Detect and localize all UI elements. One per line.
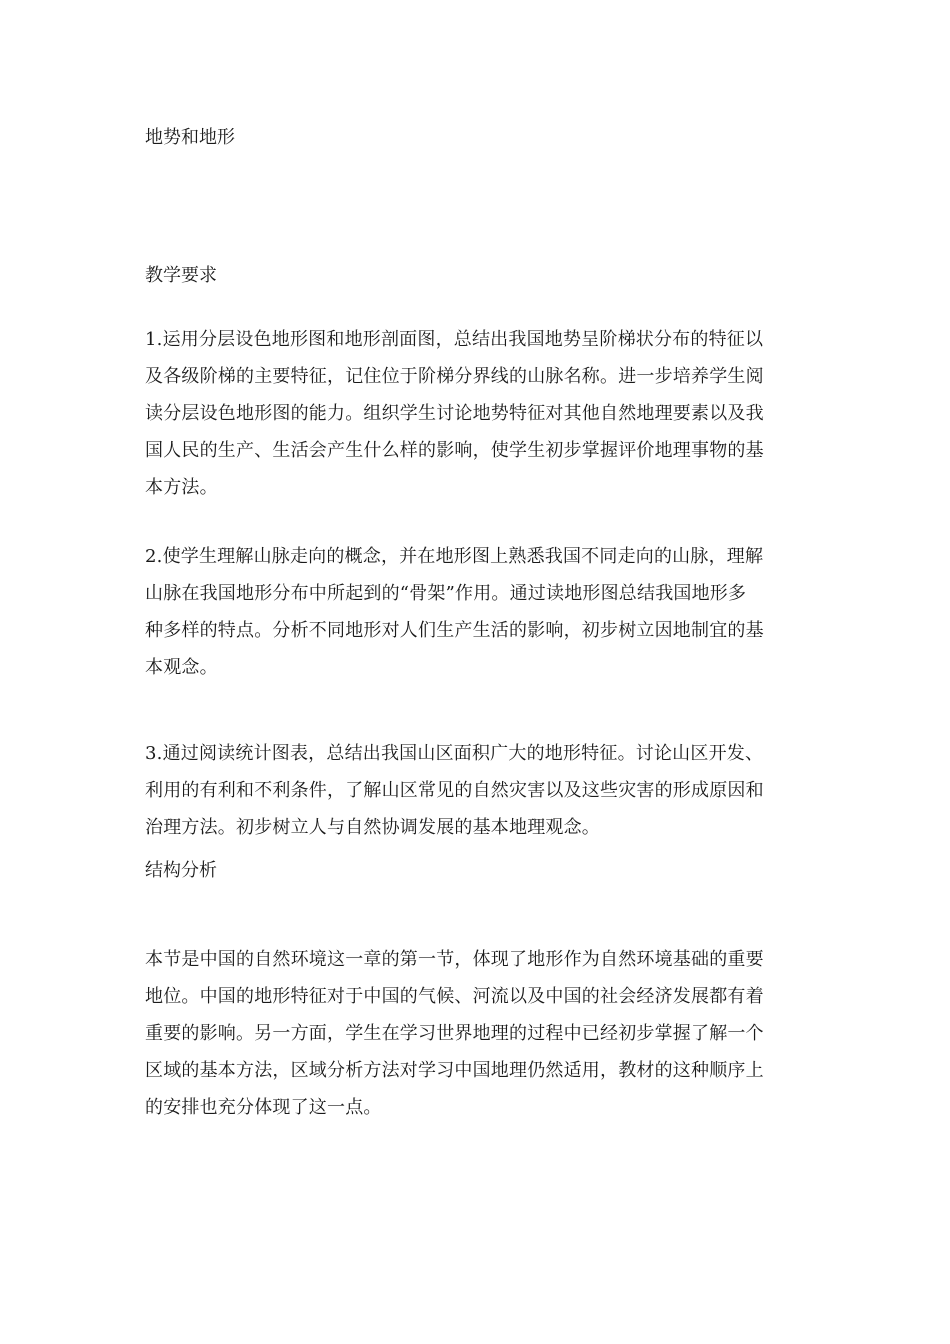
text-line: 利用的有利和不利条件，了解山区常见的自然灾害以及这些灾害的形成原因和 xyxy=(145,780,764,801)
section-heading-teaching-requirements: 教学要求 xyxy=(145,265,217,286)
text-line: 区域的基本方法，区域分析方法对学习中国地理仍然适用，教材的这种顺序上 xyxy=(145,1060,764,1081)
requirement-item-2 xyxy=(145,538,810,686)
text-line: 本节是中国的自然环境这一章的第一节，体现了地形作为自然环境基础的重要 xyxy=(145,949,764,970)
text-line: 的安排也充分体现了这一点。 xyxy=(145,1097,382,1118)
text-line: 2.使学生理解山脉走向的概念，并在地形图上熟悉我国不同走向的山脉，理解 xyxy=(145,546,764,567)
text-line: 本观念。 xyxy=(145,657,218,678)
text-line: 及各级阶梯的主要特征，记住位于阶梯分界线的山脉名称。进一步培养学生阅 xyxy=(145,366,764,387)
text-line: 1.运用分层设色地形图和地形剖面图，总结出我国地势呈阶梯状分布的特征以 xyxy=(145,329,764,350)
text-line: 种多样的特点。分析不同地形对人们生产生活的影响，初步树立因地制宜的基 xyxy=(145,620,764,641)
text-line: 重要的影响。另一方面，学生在学习世界地理的过程中已经初步掌握了解一个 xyxy=(145,1023,764,1044)
text-line: 读分层设色地形图的能力。组织学生讨论地势特征对其他自然地理要素以及我 xyxy=(145,403,764,424)
text-line: 山脉在我国地形分布中所起到的“骨架”作用。通过读地形图总结我国地形多 xyxy=(145,583,747,604)
text-line: 地位。中国的地形特征对于中国的气候、河流以及中国的社会经济发展都有着 xyxy=(145,986,764,1007)
requirement-item-3 xyxy=(145,735,810,846)
section-heading-structure-analysis: 结构分析 xyxy=(145,860,217,881)
text-line: 国人民的生产、生活会产生什么样的影响，使学生初步掌握评价地理事物的基 xyxy=(145,440,764,461)
text-line: 治理方法。初步树立人与自然协调发展的基本地理观念。 xyxy=(145,817,600,838)
requirement-item-1 xyxy=(145,321,810,506)
text-line: 本方法。 xyxy=(145,477,218,498)
document-title: 地势和地形 xyxy=(145,127,235,148)
structure-paragraph xyxy=(145,941,810,1126)
text-line: 3.通过阅读统计图表，总结出我国山区面积广大的地形特征。讨论山区开发、 xyxy=(145,743,764,764)
